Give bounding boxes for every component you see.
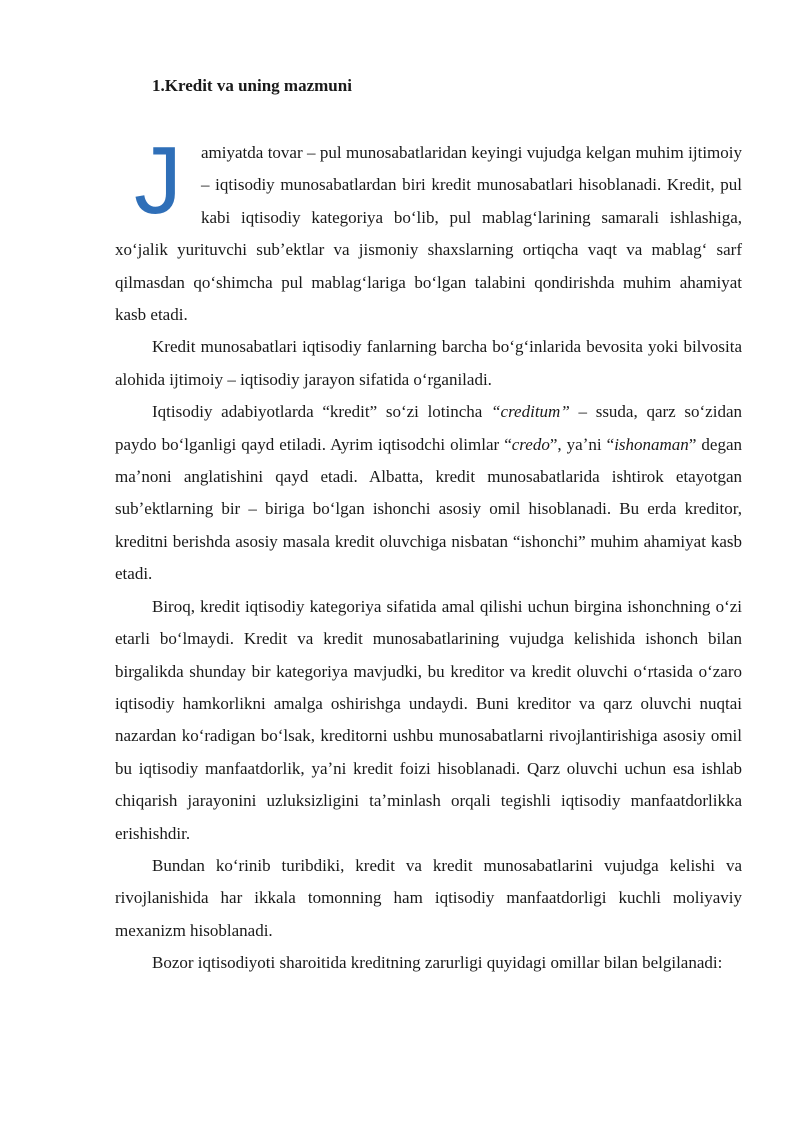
text-run: Iqtisodiy adabiyotlarda “kredit” soʻzi lotincha: [152, 402, 492, 422]
paragraph: Biroq, kredit iqtisodiy kategoriya sifatida amal qilishi uchun birgina ishonchning oʻzi etarli boʻlmaydi. Kredit va kredit munosabatlarining vujudga kelishida ishonch bilan birgalikda shunday bir kategoriya mavjudki, bu kreditor va kredit oluvchi oʻrtasida oʻzaro iqtisodiy hamkorlikni amalga oshirishga undaydi. Buni kreditor va qarz oluvchi nuqtai nazardan koʻradigan boʻlsak, kreditorni ushbu munosabatlarni rivojlantirishiga asosiy omil bu iqtisodiy manfaatdorlik, yaʼni kredit foizi hisoblanadi. Qarz oluvchi uchun esa ishlab chiqarish jarayonini uzluksizligini taʼminlash orqali tegishli iqtisodiy manfaatdorlikka erishishdir.: [115, 596, 742, 843]
drop-cap: J: [134, 127, 182, 234]
paragraph-etymology: [115, 396, 742, 590]
italic-term: credo: [511, 434, 550, 454]
body-text: [115, 127, 742, 980]
text-run: ”, yaʼni “: [549, 434, 615, 454]
paragraph: Bundan koʻrinib turibdiki, kredit va kredit munosabatlarini vujudga kelishi va rivojlanishida har ikkala tomonning ham iqtisodiy manfaatdorligi kuchli moliyaviy mexanizm hisoblanadi.: [115, 855, 742, 940]
paragraph-intro-text: amiyatda tovar – pul munosabatlaridan keyingi vujudga kelgan muhim ijtimoiy – iqtisodiy munosabatlardan biri kredit munosabatlari hisoblanadi. Kredit, pul kabi iqtisodiy kategoriya boʻlib, pul mablagʻlarining samarali ishlashiga, xoʻjalik yurituvchi subʼektlar va jismoniy shaxslarning ortiqcha vaqt va mablagʻ sarf qilmasdan qoʻshimcha pul mablagʻlariga boʻlgan talabini qondirishda muhim ahamiyat kasb etadi.: [115, 143, 742, 325]
italic-term: “creditum”: [491, 402, 570, 422]
paragraph: Bozor iqtisodiyoti sharoitida kreditning zarurligi quyidagi omillar bilan belgilanadi:: [152, 953, 723, 973]
section-heading: 1.Kredit va uning mazmuni: [152, 76, 352, 95]
paragraph-intro: [115, 127, 742, 331]
text-run: – ssuda, qarz soʻzidan paydo boʻlganligi qayd etiladi. Ayrim iqtisodchi olimlar “: [115, 402, 742, 454]
text-run: ” degan maʼnoni anglatishini qayd etadi. Albatta, kredit munosabatlarida ishtirok etayotgan subʼektlarning bir – biriga boʻlgan ishonchi asosiy omil hisoblanadi. Bu erda kreditor, kreditni berishda asosiy masala kredit oluvchiga nisbatan “ishonchi” muhim ahamiyat kasb etadi.: [115, 434, 742, 584]
paragraph: Kredit munosabatlari iqtisodiy fanlarning barcha boʻgʻinlarida bevosita yoki bilvosita alohida ijtimoiy – iqtisodiy jarayon sifatida oʻrganiladi.: [115, 337, 742, 389]
italic-term: ishonaman: [614, 434, 689, 454]
